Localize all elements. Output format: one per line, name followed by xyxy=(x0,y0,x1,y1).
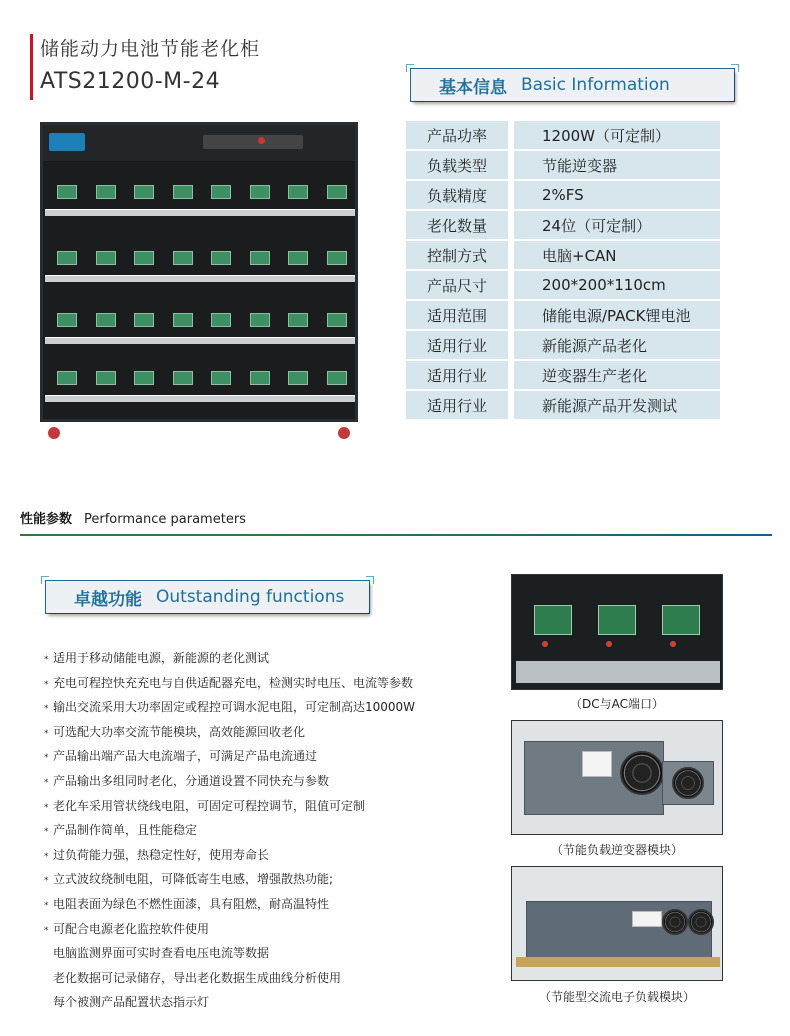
shelf xyxy=(45,275,355,282)
shelf xyxy=(45,395,355,402)
title-accent-bar xyxy=(30,34,33,100)
table-row: 产品尺寸 200*200*110cm xyxy=(406,271,720,299)
basic-info-table xyxy=(406,119,720,421)
table-row: 产品功率 1200W（可定制） xyxy=(406,121,720,149)
basic-info-heading-cn: 基本信息 xyxy=(439,77,507,98)
page-title-cn: 储能动力电池节能老化柜 xyxy=(40,38,261,60)
cabinet-control-panel xyxy=(43,125,355,161)
features-heading-cn: 卓越功能 xyxy=(74,589,142,610)
slot-row-4 xyxy=(57,371,347,385)
list-item: * 立式波纹绕制电阻，可降低寄生电感，增强散热功能; xyxy=(44,872,334,887)
caster-wheel xyxy=(48,427,60,439)
list-item: * 输出交流采用大功率固定或程控可调水泥电阻，可定制高达10000W xyxy=(44,700,416,715)
list-item: * 可选配大功率交流节能模块，高效能源回收老化 xyxy=(44,724,306,739)
control-display xyxy=(203,135,303,149)
table-row: 老化数量 24位（可定制） xyxy=(406,211,720,239)
list-item: * 产品输出多组同时老化，分通道设置不同快充与参数 xyxy=(44,773,330,788)
table-row: 负载精度 2%FS xyxy=(406,181,720,209)
page-title-model: ATS21200-M-24 xyxy=(40,69,221,94)
list-sub-item: 老化数据可记录储存，导出老化数据生成曲线分析使用 xyxy=(53,970,342,985)
shelf xyxy=(45,209,355,216)
slot-row-2 xyxy=(57,251,347,265)
performance-heading: 性能参数 Performance parameters xyxy=(20,512,246,527)
brand-logo xyxy=(49,133,85,151)
photo-caption: （节能负载逆变器模块） xyxy=(550,843,683,857)
list-item: * 充电可程控快充充电与自供适配器充电，检测实时电压、电流等参数 xyxy=(44,675,414,690)
photo-caption: （节能型交流电子负载模块） xyxy=(538,990,695,1004)
list-sub-item: 每个被测产品配置状态指示灯 xyxy=(53,995,210,1010)
basic-info-heading-en: Basic Information xyxy=(521,75,670,95)
list-item: * 产品输出端产品大电流端子，可满足产品电流通过 xyxy=(44,749,318,764)
ac-load-module-photo xyxy=(511,866,723,981)
list-item: * 产品制作简单，且性能稳定 xyxy=(44,823,198,838)
table-row: 负载类型 节能逆变器 xyxy=(406,151,720,179)
list-item: * 电阻表面为绿色不燃性面漆，具有阻燃，耐高温特性 xyxy=(44,896,330,911)
emergency-button-icon xyxy=(258,137,265,144)
table-row: 适用行业 逆变器生产老化 xyxy=(406,361,720,389)
table-row: 适用范围 储能电源/PACK锂电池 xyxy=(406,301,720,329)
caster-wheel xyxy=(338,427,350,439)
features-tab xyxy=(45,580,370,614)
photo-caption: （DC与AC端口） xyxy=(570,697,664,711)
basic-info-tab xyxy=(410,68,735,102)
inverter-module-photo xyxy=(511,720,723,835)
dc-ac-port-photo xyxy=(511,574,723,690)
slot-row-1 xyxy=(57,185,347,199)
table-row: 控制方式 电脑+CAN xyxy=(406,241,720,269)
shelf xyxy=(45,337,355,344)
section-divider xyxy=(20,534,772,536)
table-row: 适用行业 新能源产品开发测试 xyxy=(406,391,720,419)
features-heading-en: Outstanding functions xyxy=(156,587,345,607)
list-item: * 老化车采用管状绕线电阻，可固定可程控调节，阻值可定制 xyxy=(44,798,366,813)
list-item: * 过负荷能力强，热稳定性好，使用寿命长 xyxy=(44,847,270,862)
list-item: * 可配合电源老化监控软件使用 xyxy=(44,921,210,936)
aging-cabinet-image xyxy=(40,122,358,422)
features-list xyxy=(44,646,494,1015)
slot-row-3 xyxy=(57,313,347,327)
table-row: 适用行业 新能源产品老化 xyxy=(406,331,720,359)
list-sub-item: 电脑监测界面可实时查看电压电流等数据 xyxy=(53,946,270,961)
list-item: * 适用于移动储能电源，新能源的老化测试 xyxy=(44,651,270,665)
